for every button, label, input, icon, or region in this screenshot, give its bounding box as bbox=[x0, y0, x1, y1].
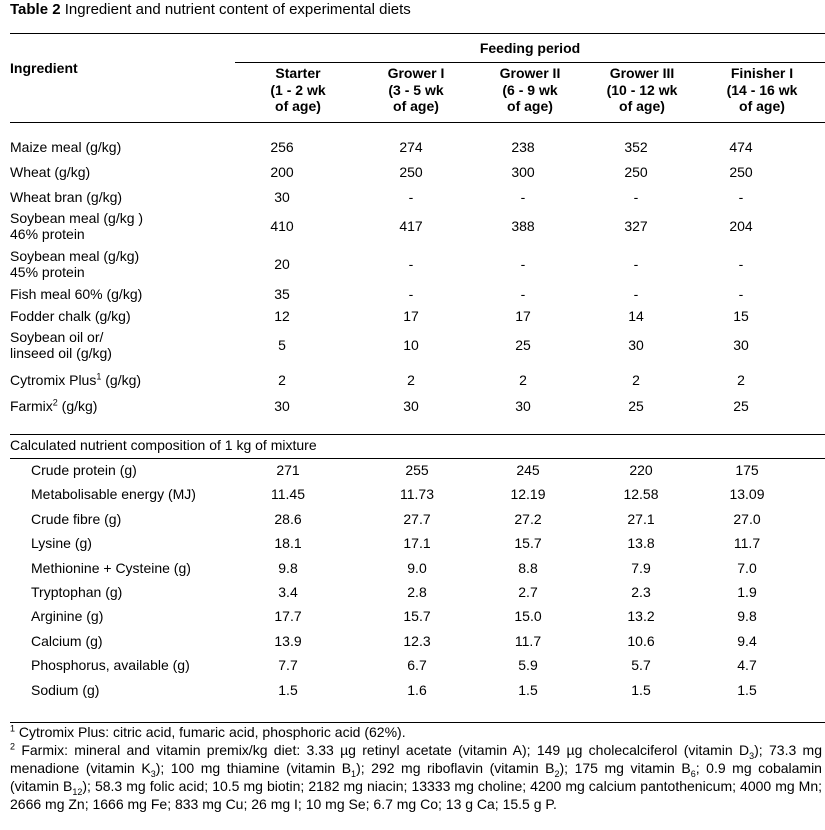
table-cell: 11.45 bbox=[271, 486, 305, 503]
table-cell: 271 bbox=[276, 462, 300, 478]
table-cell: 13.8 bbox=[627, 535, 655, 552]
table-cell: 15.7 bbox=[514, 535, 542, 552]
ingredient-name bbox=[10, 398, 97, 414]
table-cell: - bbox=[633, 286, 639, 302]
table-title bbox=[10, 2, 411, 18]
table-cell: - bbox=[520, 286, 526, 302]
table-cell: 7.9 bbox=[631, 559, 651, 576]
table-cell: - bbox=[408, 189, 414, 205]
column-header-line: Grower II bbox=[499, 65, 561, 81]
table-cell: 25 bbox=[515, 337, 531, 353]
column-header-4 bbox=[712, 65, 812, 115]
nutrient-name: Lysine (g) bbox=[31, 535, 92, 552]
table-cell: 410 bbox=[270, 218, 294, 234]
table-cell: 17.7 bbox=[274, 608, 302, 625]
column-header-1 bbox=[366, 65, 466, 115]
table-cell: 10 bbox=[403, 337, 419, 353]
column-header-line: (1 - 2 wk bbox=[270, 81, 326, 98]
table-cell: 12.58 bbox=[623, 486, 659, 503]
table-cell: - bbox=[520, 189, 526, 205]
table-cell: 25 bbox=[733, 398, 749, 414]
table-cell: 388 bbox=[511, 218, 535, 234]
table-cell: - bbox=[408, 256, 414, 272]
table-cell: 175 bbox=[735, 462, 759, 478]
table-cell: 12.3 bbox=[403, 632, 431, 649]
nutrient-name: Arginine (g) bbox=[31, 608, 104, 625]
top-rule bbox=[10, 33, 825, 34]
ingredient-label-line: Soybean meal (g/kg) bbox=[10, 248, 140, 264]
table-cell: 1.9 bbox=[737, 584, 757, 600]
ingredient-name bbox=[10, 139, 121, 155]
table-cell: 5 bbox=[278, 337, 286, 353]
footnote-text: ); 58.3 mg folic acid; 10.5 mg biotin; 2182 mg niacin; 13333 mg choline; 4200 mg calcium pantothenicum; 4000 mg Mn; 2666 mg Zn; 1666 mg Fe; 833 mg Cu; 26 mg I; 10 mg Se; 6.7 mg Co; 13 g Ca; 15.5 g P. bbox=[10, 778, 823, 812]
ingredient-label-line: 45% protein bbox=[10, 264, 85, 280]
header-rule bbox=[10, 122, 825, 123]
nutrient-name: Tryptophan (g) bbox=[31, 584, 123, 600]
column-header-line: of age) bbox=[507, 98, 553, 114]
ingredient-name bbox=[10, 286, 142, 302]
ingredient-name bbox=[10, 248, 139, 280]
column-header-line: of age) bbox=[739, 98, 785, 114]
table-cell: 256 bbox=[270, 139, 294, 155]
table-cell: 2 bbox=[519, 372, 527, 388]
column-header-0 bbox=[248, 65, 348, 115]
section-heading-rule bbox=[10, 458, 825, 459]
nutrient-name: Calcium (g) bbox=[31, 632, 103, 649]
section-rule bbox=[10, 434, 825, 435]
table-cell: 250 bbox=[729, 164, 753, 180]
footnote-mark: 1 bbox=[96, 371, 102, 382]
table-cell: 7.7 bbox=[278, 657, 298, 674]
table-cell: 30 bbox=[274, 189, 290, 205]
column-header-line: Finisher I bbox=[730, 65, 794, 81]
table-cell: 204 bbox=[729, 218, 753, 234]
subscript: 3 bbox=[150, 768, 156, 779]
footnote-text: ); 175 mg vitamin B bbox=[559, 760, 691, 776]
nutrient-name: Crude fibre (g) bbox=[31, 510, 122, 527]
table-cell: 2 bbox=[278, 372, 286, 388]
subscript: 1 bbox=[351, 768, 357, 779]
table-cell: 2.3 bbox=[631, 584, 651, 600]
table-cell: 1.6 bbox=[407, 681, 427, 698]
table-cell: 7.0 bbox=[737, 559, 757, 576]
ingredient-name bbox=[10, 164, 90, 180]
table-cell: 250 bbox=[399, 164, 423, 180]
table-cell: 13.9 bbox=[274, 632, 302, 649]
table-cell: 9.8 bbox=[737, 608, 757, 625]
table-cell: 2 bbox=[632, 372, 640, 388]
subscript: 12 bbox=[72, 786, 83, 797]
table-cell: 2.8 bbox=[407, 584, 427, 600]
ingredient-name bbox=[10, 189, 122, 205]
table-cell: 5.9 bbox=[518, 657, 538, 674]
nutrient-section-heading: Calculated nutrient composition of 1 kg of mixture bbox=[10, 437, 317, 453]
table-cell: 1.5 bbox=[737, 681, 757, 698]
ingredient-label-line: Fish meal 60% (g/kg) bbox=[10, 286, 143, 302]
table-caption: Ingredient and nutrient content of experimental diets bbox=[60, 1, 411, 18]
ingredient-name bbox=[10, 329, 112, 361]
column-header-line: of age) bbox=[619, 98, 665, 114]
ingredient-label-line: Fodder chalk (g/kg) bbox=[10, 308, 131, 324]
column-header-line: (10 - 12 wk bbox=[606, 81, 678, 98]
table-cell: 2 bbox=[407, 372, 415, 388]
subscript: 3 bbox=[749, 750, 755, 761]
ingredient-name bbox=[10, 308, 131, 324]
nutrient-name: Phosphorus, available (g) bbox=[31, 657, 190, 674]
feeding-period-header: Feeding period bbox=[479, 40, 581, 56]
column-header-line: (14 - 16 wk bbox=[726, 81, 798, 98]
table-cell: 17 bbox=[515, 308, 531, 324]
table-cell: 15.7 bbox=[403, 608, 431, 625]
table-cell: 15 bbox=[733, 308, 749, 324]
ingredient-label: Farmix bbox=[10, 398, 53, 414]
column-header-line: Grower I bbox=[387, 65, 445, 81]
table-cell: 2.7 bbox=[518, 584, 538, 600]
table-cell: 27.7 bbox=[403, 510, 431, 527]
table-cell: - bbox=[738, 189, 744, 205]
table-cell: 220 bbox=[629, 462, 653, 478]
table-cell: 9.0 bbox=[407, 559, 427, 576]
table-cell: 352 bbox=[624, 139, 648, 155]
footnote-text: Farmix: mineral and vitamin premix/kg diet: 3.33 µg retinyl acetate (vitamin A); 149 µg cholecalciferol (vitamin D bbox=[15, 742, 750, 758]
ingredient-name bbox=[10, 372, 141, 388]
table-cell: 20 bbox=[274, 256, 290, 272]
table-cell: 14 bbox=[628, 308, 644, 324]
column-header-3 bbox=[592, 65, 692, 115]
footnote-text: ); 292 mg riboflavin (vitamin B bbox=[356, 760, 555, 776]
ingredient-label-line: 46% protein bbox=[10, 226, 85, 242]
footnote-text: ; 0.9 mg cobalamin (vitamin B bbox=[10, 760, 822, 794]
footnote-mark: 2 bbox=[10, 741, 16, 752]
table-cell: 28.6 bbox=[274, 510, 302, 527]
ingredient-name bbox=[10, 210, 143, 242]
feeding-period-rule bbox=[235, 62, 825, 63]
table-cell: 300 bbox=[511, 164, 535, 180]
table-cell: 17.1 bbox=[403, 535, 431, 552]
footnote-mark: 2 bbox=[52, 397, 58, 408]
footnote-text: ); 73.3 mg menadione (vitamin K bbox=[10, 742, 822, 776]
table-cell: - bbox=[520, 256, 526, 272]
ingredient-label-line: Soybean oil or/ bbox=[10, 329, 104, 345]
footnote-text: Cytromix Plus: citric acid, fumaric acid, phosphoric acid (62%). bbox=[15, 724, 406, 740]
table-cell: 13.2 bbox=[627, 608, 655, 625]
table-cell: 30 bbox=[515, 398, 531, 414]
ingredient-unit: (g/kg) bbox=[101, 372, 142, 388]
table-cell: 200 bbox=[270, 164, 294, 180]
table-cell: 30 bbox=[733, 337, 749, 353]
ingredient-label: Cytromix Plus bbox=[10, 372, 97, 388]
footnote-1 bbox=[10, 723, 822, 741]
column-header-line: (3 - 5 wk bbox=[388, 81, 444, 98]
footnote-text: ); 100 mg thiamine (vitamin B bbox=[155, 760, 352, 776]
table-cell: 245 bbox=[516, 462, 540, 478]
table-cell: 17 bbox=[403, 308, 419, 324]
ingredient-header: Ingredient bbox=[10, 60, 78, 76]
ingredient-label-line: Maize meal (g/kg) bbox=[10, 139, 122, 155]
table-cell: 1.5 bbox=[631, 681, 651, 698]
table-cell: - bbox=[408, 286, 414, 302]
table-cell: 27.0 bbox=[733, 510, 761, 527]
table-cell: 13.09 bbox=[729, 486, 765, 503]
table-cell: 6.7 bbox=[407, 657, 427, 674]
ingredient-label-line: Soybean meal (g/kg ) bbox=[10, 210, 144, 226]
table-cell: 10.6 bbox=[627, 632, 655, 649]
table-cell: - bbox=[633, 256, 639, 272]
table-cell: 15.0 bbox=[514, 608, 542, 625]
footnote-mark: 1 bbox=[10, 723, 16, 734]
table-cell: 238 bbox=[511, 139, 535, 155]
table-cell: 250 bbox=[624, 164, 648, 180]
table-cell: 5.7 bbox=[631, 657, 651, 674]
column-header-line: Grower III bbox=[609, 65, 675, 81]
nutrient-name: Metabolisable energy (MJ) bbox=[31, 486, 196, 503]
subscript: 2 bbox=[554, 768, 560, 779]
ingredient-unit: (g/kg) bbox=[57, 398, 98, 414]
table-cell: 9.8 bbox=[278, 559, 298, 576]
table-cell: - bbox=[738, 286, 744, 302]
table-cell: 327 bbox=[624, 218, 648, 234]
column-header-line: Starter bbox=[275, 65, 321, 81]
table-cell: 255 bbox=[405, 462, 429, 478]
table-cell: 474 bbox=[729, 139, 753, 155]
table-number: Table 2 bbox=[10, 1, 61, 18]
column-header-line: of age) bbox=[393, 98, 439, 114]
nutrient-name: Crude protein (g) bbox=[31, 462, 137, 478]
table-cell: 4.7 bbox=[737, 657, 757, 674]
table-cell: 11.73 bbox=[400, 486, 434, 503]
table-cell: 27.1 bbox=[627, 510, 655, 527]
table-cell: 27.2 bbox=[514, 510, 542, 527]
ingredient-label-line: Wheat (g/kg) bbox=[10, 164, 91, 180]
ingredient-label-line: Wheat bran (g/kg) bbox=[10, 189, 123, 205]
table-cell: 25 bbox=[628, 398, 644, 414]
table-cell: 18.1 bbox=[274, 535, 302, 552]
table-cell: 9.4 bbox=[737, 632, 757, 649]
column-header-2 bbox=[480, 65, 580, 115]
table-cell: 30 bbox=[628, 337, 644, 353]
table-cell: 8.8 bbox=[518, 559, 538, 576]
subscript: 6 bbox=[690, 768, 696, 779]
table-cell: 30 bbox=[403, 398, 419, 414]
table-cell: 1.5 bbox=[278, 681, 298, 698]
column-header-line: of age) bbox=[275, 98, 321, 114]
table-cell: 11.7 bbox=[733, 535, 761, 552]
table-cell: - bbox=[633, 189, 639, 205]
table-cell: 11.7 bbox=[514, 632, 542, 649]
table-cell: 2 bbox=[737, 372, 745, 388]
table-cell: - bbox=[738, 256, 744, 272]
table-cell: 417 bbox=[399, 218, 423, 234]
footnote-2 bbox=[10, 741, 822, 813]
table-cell: 274 bbox=[399, 139, 423, 155]
table-cell: 30 bbox=[274, 398, 290, 414]
column-header-line: (6 - 9 wk bbox=[502, 81, 558, 98]
table-cell: 1.5 bbox=[518, 681, 538, 698]
nutrient-name: Methionine + Cysteine (g) bbox=[31, 559, 191, 576]
table-cell: 3.4 bbox=[278, 584, 298, 600]
table-cell: 12 bbox=[274, 308, 290, 324]
nutrient-name: Sodium (g) bbox=[31, 681, 100, 698]
ingredient-label-line: linseed oil (g/kg) bbox=[10, 345, 112, 361]
table-cell: 35 bbox=[274, 286, 290, 302]
table-cell: 12.19 bbox=[510, 486, 546, 503]
